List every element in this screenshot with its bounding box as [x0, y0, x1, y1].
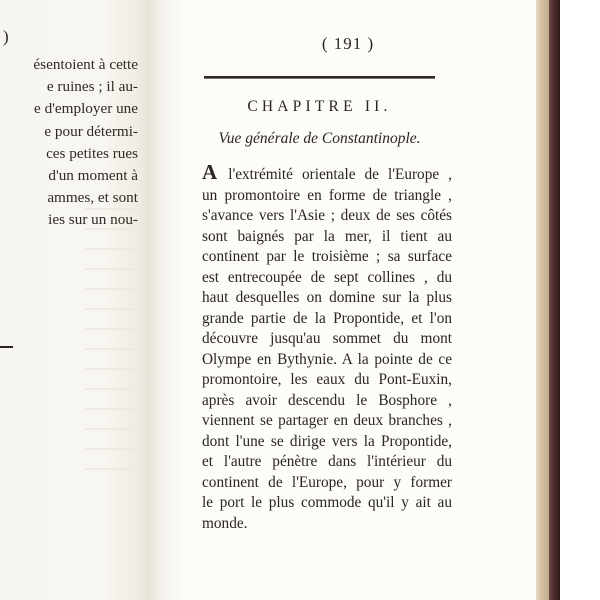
- body-line: viennent se partager en deux branches ,: [202, 412, 452, 429]
- section-dash: [0, 346, 13, 348]
- left-text-line: ésentoient à cette: [33, 56, 138, 73]
- body-line: est entrecoupée de sept collines , du: [202, 268, 452, 286]
- body-line: continent par le troisième ; sa surface: [202, 248, 452, 265]
- chapter-subtitle: Vue générale de Constantinople.: [218, 130, 421, 147]
- body-line-first: [202, 160, 452, 186]
- left-page-header: ): [3, 27, 9, 46]
- body-line: après avoir descendu le Bosphore ,: [202, 391, 452, 409]
- left-text-line: d'un moment à: [48, 166, 138, 184]
- left-text-line: ies sur un nou-: [48, 211, 138, 229]
- body-line-text: l'extrémité orientale de l'Europe ,: [219, 166, 452, 183]
- initial-letter: A: [202, 160, 218, 184]
- body-line: dont l'une se dirige vers la Propontide,: [202, 432, 452, 450]
- left-text-line: e pour détermi-: [44, 122, 138, 140]
- body-line: grande partie de la Propontide, et l'on: [202, 309, 452, 327]
- body-line-last: monde.: [202, 514, 248, 532]
- left-text-line: ammes, et sont: [47, 189, 138, 207]
- body-line: haut desquelles on domine sur la plus: [202, 289, 452, 306]
- left-text-line: e d'employer une: [34, 100, 138, 118]
- leather-cover-edge: [549, 0, 560, 600]
- body-line: et l'autre pénètre dans l'intérieur du: [202, 453, 452, 470]
- book-gutter: [146, 0, 182, 600]
- right-page: [180, 0, 536, 600]
- show-through-text: [85, 208, 145, 488]
- body-line: sont baignés par la mer, il tient au: [202, 227, 452, 245]
- page-block-edge: [536, 0, 550, 600]
- left-page: [0, 0, 150, 600]
- body-line: promontoire, les eaux du Pont-Euxin,: [202, 371, 452, 388]
- body-line: le port le plus commode qu'il y ait au: [202, 494, 452, 511]
- body-line: Olympe en Bythynie. A la pointe de ce: [202, 350, 452, 368]
- body-line: découvre jusqu'au sommet du mont: [202, 330, 452, 347]
- header-rule: [204, 76, 435, 79]
- body-line: continent de l'Europe, pour y former: [202, 473, 452, 491]
- left-page-text: [0, 54, 138, 232]
- body-line: un promontoire en forme de triangle ,: [202, 186, 452, 204]
- left-text-line: e ruines ; il au-: [46, 78, 138, 96]
- left-text-line: ces petites rues: [46, 144, 138, 162]
- page-number: ( 191 ): [321, 34, 375, 53]
- body-text: [202, 160, 452, 534]
- chapter-title: CHAPITRE II.: [247, 98, 392, 115]
- background: [560, 0, 600, 600]
- body-line: s'avance vers l'Asie ; deux de ses côtés: [202, 207, 452, 224]
